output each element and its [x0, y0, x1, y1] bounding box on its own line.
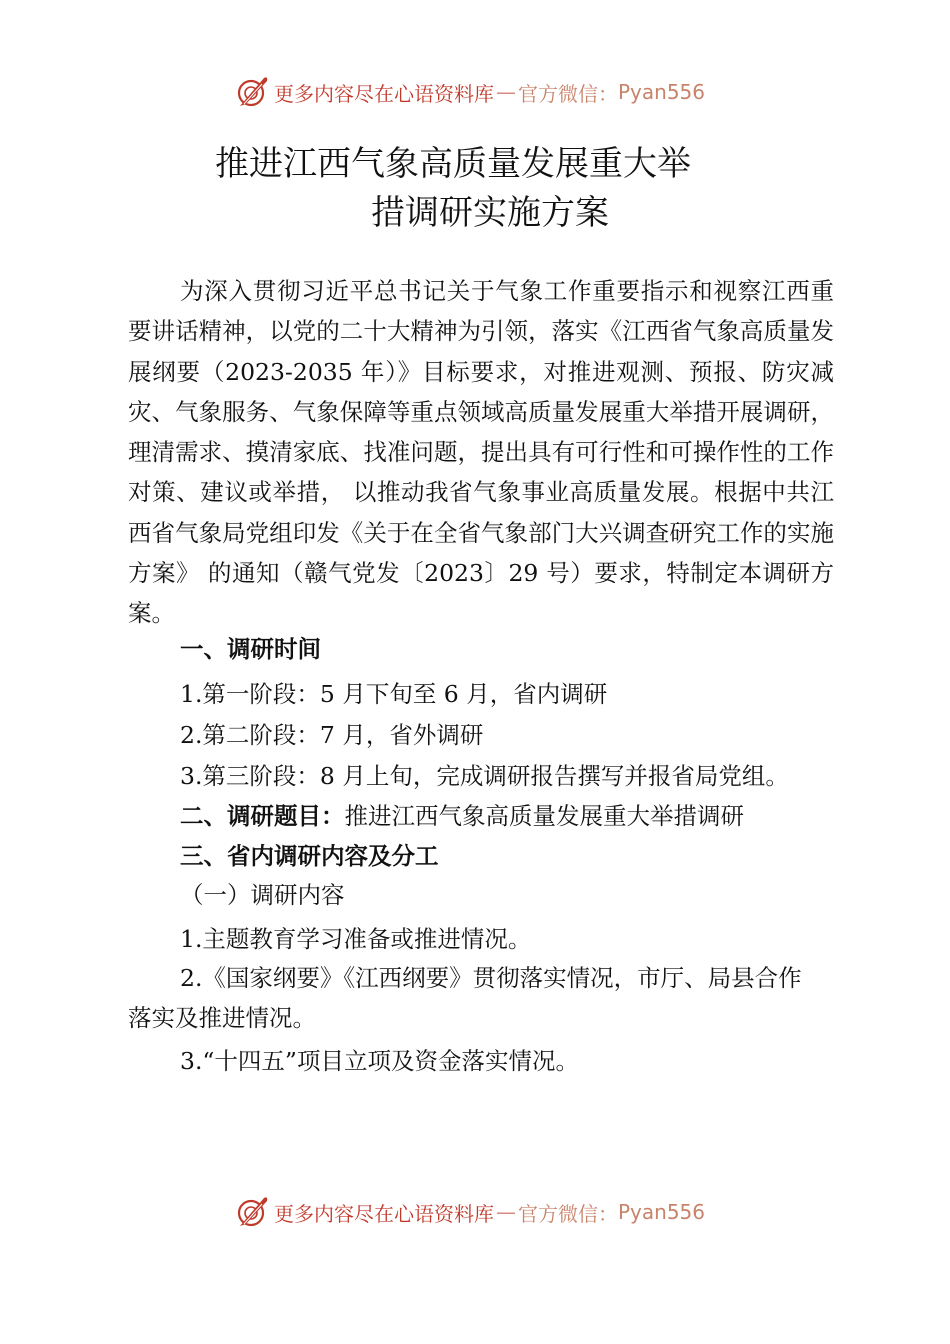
list-item: 2.第二阶段：7 月，省外调研 — [180, 721, 484, 749]
section-heading-content: 三、省内调研内容及分工 — [180, 842, 439, 870]
quill-logo-icon — [234, 1194, 270, 1230]
watermark-label: 官方微信： — [518, 1201, 618, 1226]
list-item: 2.《国家纲要》《江西纲要》贯彻落实情况，市厅、局县合作落实及推进情况。 — [128, 964, 802, 1033]
watermark-text: 更多内容尽在心语资料库 — [274, 1201, 494, 1226]
quill-logo-icon — [234, 74, 270, 110]
document-title-line1: 推进江西气象高质量发展重大举 — [215, 144, 691, 184]
watermark-wechat-id: Pyan556 — [618, 80, 706, 104]
watermark-banner-bottom — [234, 1192, 705, 1232]
list-item: 3.第三阶段：8 月上旬，完成调研报告撰写并报省局党组。 — [180, 762, 789, 790]
watermark-separator: — — [496, 80, 516, 104]
topic-text: 推进江西气象高质量发展重大举措调研 — [344, 802, 744, 830]
list-item: 3.“十四五”项目立项及资金落实情况。 — [180, 1047, 579, 1075]
subsection-heading: （一）调研内容 — [180, 881, 345, 909]
section-heading-topic: 二、调研题目： — [180, 802, 345, 830]
list-item: 1.主题教育学习准备或推进情况。 — [180, 925, 532, 953]
section-heading-time: 一、调研时间 — [180, 635, 321, 663]
watermark-banner-top — [234, 72, 705, 112]
section-topic — [180, 797, 744, 831]
watermark-label: 官方微信： — [518, 81, 618, 106]
watermark-text: 更多内容尽在心语资料库 — [274, 81, 494, 106]
watermark-separator: — — [496, 1200, 516, 1224]
watermark-wechat-id: Pyan556 — [618, 1200, 706, 1224]
list-item: 1.第一阶段：5 月下旬至 6 月，省内调研 — [180, 680, 608, 708]
document-title-line2: 措调研实施方案 — [371, 193, 609, 233]
intro-paragraph: 为深入贯彻习近平总书记关于气象工作重要指示和视察江西重要讲话精神，以党的二十大精神为引领，落实《江西省气象高质量发展纲要（2023-2035 年）》目标要求，对推进观测、预报、防灾减灾、气象服务、气象保障等重点领域高质量发展重大举措开展调研，理清需求、摸清家底、找准问题，提出具有可行性和可操作性的工作对策、建议或举措， 以推动我省气象事业高质量发展。根据中共江西省气象局党组印发《关于在全省气象部门大兴调查研究工作的实施方案》 的通知（赣气党发〔2023〕29 号）要求，特制定本调研方案。 — [128, 277, 834, 628]
